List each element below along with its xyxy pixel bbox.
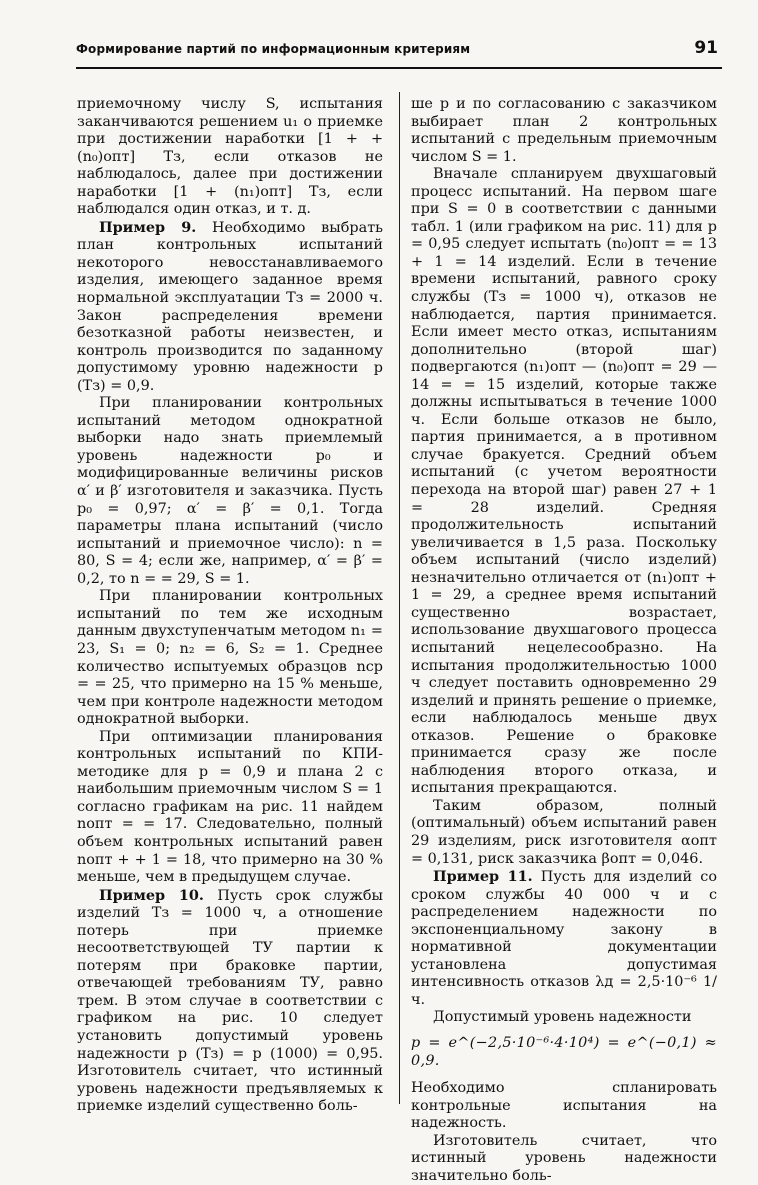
paragraph-text: ше p и по согласованию с заказчиком выбирает план 2 контрольных испытаний с предельным приемочным числом S = 1. (411, 96, 717, 165)
paragraph (77, 729, 383, 887)
paragraph (411, 868, 717, 1009)
running-title: Формирование партий по информационным критериям (76, 42, 471, 56)
paragraph-text: Пусть срок службы изделий Tз = 1000 ч, а отношение потерь при приемке несоответствующей ТУ партии к потерям при браковке партии, отвечающей требованиям ТУ, равно трем. В этом случае в соответствии с графиком на рис. 10 следует установить допустимый уровень надежности p (Tз) = p (1000) = 0,95. Изготовитель считает, что истинный уровень надежности предъявляемых к приемке изделий существенно боль- (77, 887, 383, 1115)
running-header (76, 38, 718, 58)
paragraph-text: p = e^(−2,5·10⁻⁶·4·10⁴) = e^(−0,1) ≈ 0,9. (411, 1034, 717, 1069)
paragraph-text: Таким образом, полный (оптимальный) объем испытаний равен 29 изделиям, риск изготовителя αопт = 0,131, риск заказчика βопт = 0,046. (411, 797, 717, 867)
left-column (77, 96, 383, 1116)
paragraph-text: приемочному числу S, испытания заканчиваются решением u₁ о приемке при достижении наработки [1 + + (n₀)опт] Tз, если отказов не наблюдалось, далее при достижении наработки [1 + (n₁)опт] Tз, если наблюдался один отказ, и т. д. (77, 96, 383, 218)
formula (411, 1035, 717, 1070)
paragraph-text: При оптимизации планирования контрольных испытаний по КПИ-методике для p = 0,9 и плана 2 с наибольшим приемочным числом S = 1 согласно графикам на рис. 11 найдем nопт = = 17. Следовательно, полный объем контрольных испытаний равен nопт + + 1 = 18, что примерно на 30 % меньше, чем в предыдущем случае. (77, 728, 383, 886)
paragraph (411, 1133, 717, 1185)
paragraph-text: Пусть для изделий со сроком службы 40 000 ч и с распределением надежности по экспоненциальному закону в нормативной документации установлена допустимая интенсивность отказов λд = 2,5·10⁻⁶ 1/ч. (411, 869, 717, 1008)
paragraph-text: Необходимо спланировать контрольные испытания на надежность. (411, 1080, 717, 1132)
paragraph (77, 219, 383, 395)
example-label: Пример 10. (99, 886, 204, 904)
example-label: Пример 9. (99, 218, 197, 236)
paragraph-text: При планировании контрольных испытаний по тем же исходным данным двухступенчатым методом n₁ = 23, S₁ = 0; n₂ = 6, S₂ = 1. Среднее количество испытуемых образцов nср = = 25, что примерно на 15 % меньше, чем при контроле надежности методом однократной выборки. (77, 588, 383, 728)
paragraph (411, 1080, 717, 1133)
paragraph-text: При планировании контрольных испытаний методом однократной выборки надо знать приемлемый уровень надежности p₀ и модифицированные величины рисков α′ и β′ изготовителя и заказчика. Пусть p₀ = 0,97; α′ = β′ = 0,1. Тогда параметры плана испытаний (число испытаний и приемочное число): n = 80, S = 4; если же, например, α′ = β′ = 0,2, то n = = 29, S = 1. (77, 395, 383, 587)
right-column (411, 96, 717, 1185)
paragraph (411, 1009, 717, 1027)
paragraph (411, 166, 717, 798)
paragraph (77, 96, 383, 219)
paragraph (411, 96, 717, 166)
paragraph-text: Необходимо выбрать план контрольных испытаний некоторого невосстанавливаемого изделия, имеющего заданное время нормальной эксплуатации Tз = 2000 ч. Закон распределения времени безотказной работы неизвестен, и контроль производится по заданному допустимому уровню надежности p (Tз) = 0,9. (77, 219, 383, 394)
paragraph (411, 798, 717, 868)
paragraph (77, 887, 383, 1116)
paragraph-text: Допустимый уровень надежности (433, 1009, 692, 1026)
column-divider (399, 92, 400, 1104)
paragraph-text: Изготовитель считает, что истинный уровень надежности значительно боль- (411, 1132, 717, 1184)
paragraph-text: Вначале спланируем двухшаговый процесс испытаний. На первом шаге при S = 0 в соответствии с данными табл. 1 (или графиком на рис. 11) для p = 0,95 следует испытать (n₀)опт = = 13 + 1 = 14 изделий. Если в течение времени испытаний, равного сроку службы (Tз = 1000 ч), отказов не наблюдается, партия принимается. Если имеет место отказ, испытаниям дополнительно (второй шаг) подвергаются (n₁)опт — (n₀)опт = 29 — 14 = = 15 изделий, которые также должны испытываться в течение 1000 ч. Если больше отказов не было, партия принимается, а в противном случае бракуется. Средний объем испытаний (с учетом вероятности перехода на второй шаг) равен 27 + 1 = 28 изделий. Средняя продолжительность испытаний увеличивается в 1,5 раза. Поскольку объем испытаний (число изделий) незначительно отличается от (n₁)опт + 1 = 29, а среднее время испытаний существенно возрастает, использование двухшагового процесса испытаний нецелесообразно. На испытания продолжительностью 1000 ч следует поставить одновременно 29 изделий и принять решение о приемке, если наблюдалось меньше двух отказов. Решение о браковке принимается сразу же после наблюдения второго отказа, и испытания прекращаются. (411, 166, 717, 797)
page-number: 91 (694, 38, 718, 58)
header-rule (76, 67, 722, 69)
paragraph (77, 395, 383, 588)
example-label: Пример 11. (433, 868, 533, 886)
paragraph (77, 588, 383, 728)
